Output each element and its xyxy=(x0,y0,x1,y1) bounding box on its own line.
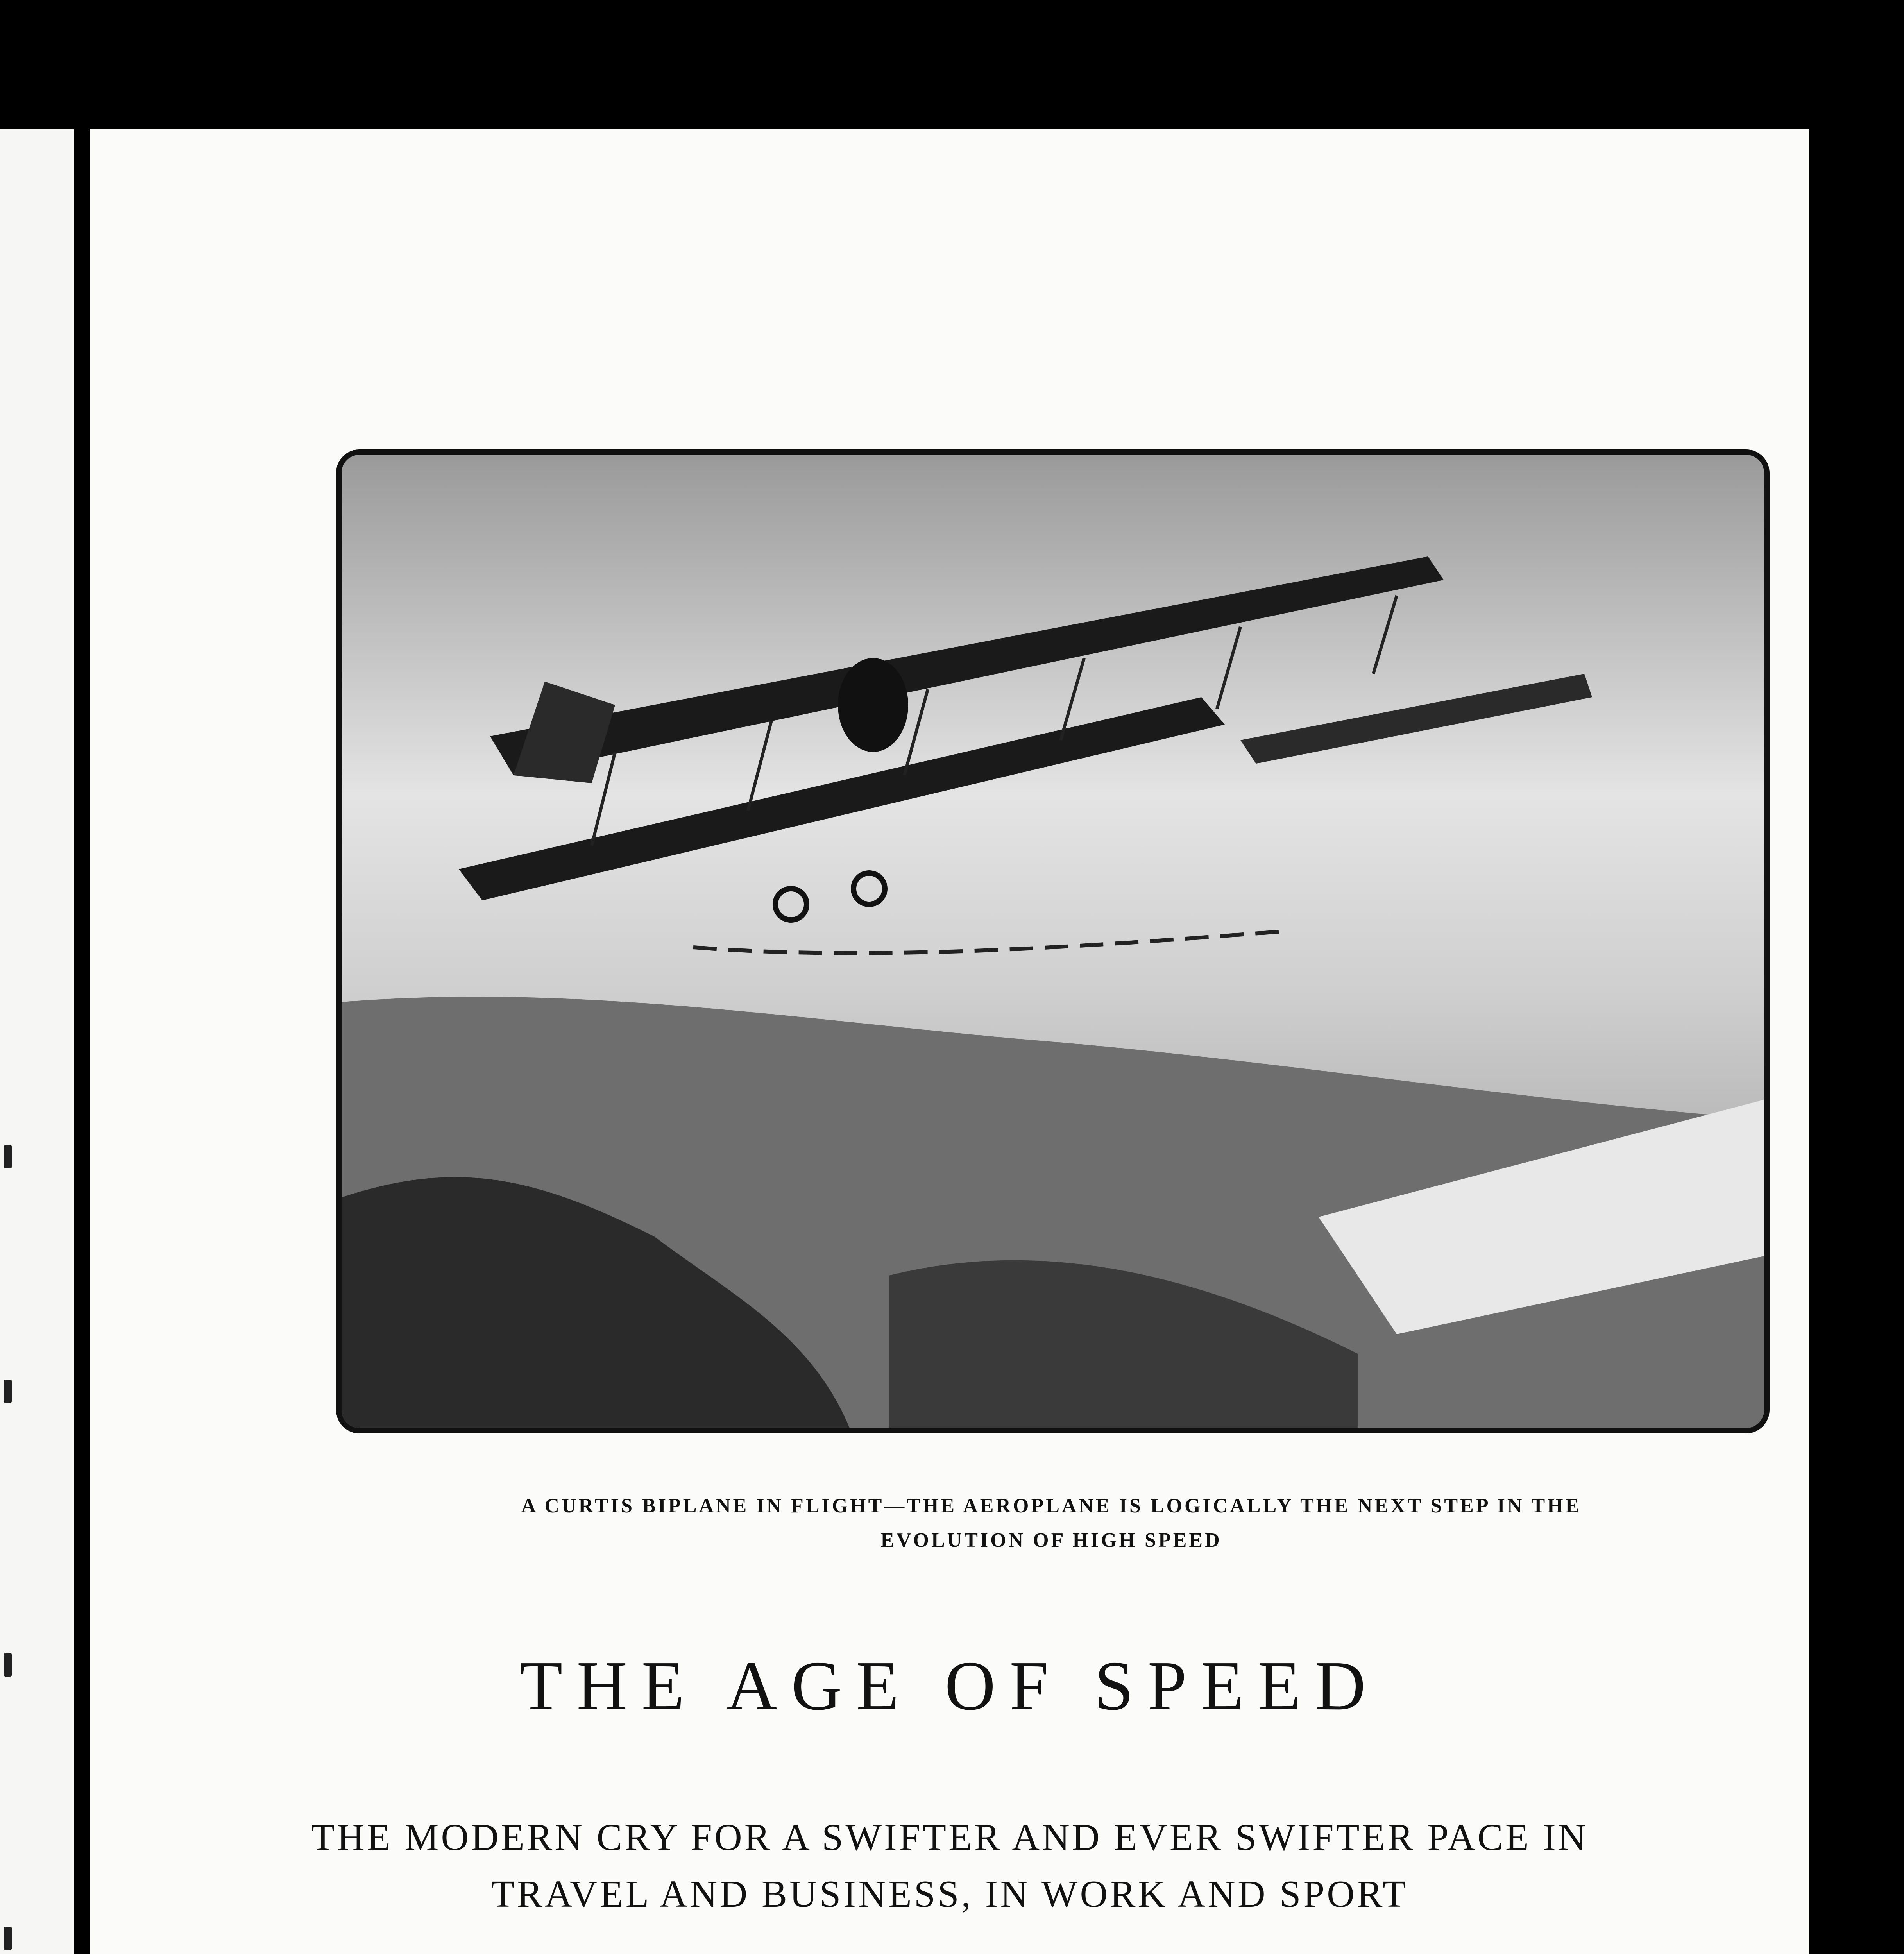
page-edge-mark xyxy=(4,1380,12,1403)
subtitle-line: THE MODERN CRY FOR A SWIFTER AND EVER SWIFTER PACE IN xyxy=(311,1816,1588,1859)
illustration-caption xyxy=(332,1489,1770,1558)
article-title: THE AGE OF SPEED xyxy=(519,1647,1380,1725)
pilot xyxy=(838,658,908,752)
facing-page-edge xyxy=(0,129,74,1954)
caption-line: EVOLUTION OF HIGH SPEED xyxy=(880,1529,1222,1551)
page-edge-mark xyxy=(4,1145,12,1168)
subtitle-line: TRAVEL AND BUSINESS, IN WORK AND SPORT xyxy=(491,1873,1408,1915)
page-edge-mark xyxy=(4,1927,12,1950)
biplane-illustration xyxy=(336,449,1770,1433)
page-edge-mark xyxy=(4,1653,12,1677)
article-subtitle xyxy=(207,1809,1692,1923)
caption-line: A CURTIS BIPLANE IN FLIGHT—THE AEROPLANE IS LOGICALLY THE NEXT STEP IN THE xyxy=(521,1495,1582,1517)
magazine-page xyxy=(90,129,1809,1954)
biplane-engraving xyxy=(342,455,1764,1428)
